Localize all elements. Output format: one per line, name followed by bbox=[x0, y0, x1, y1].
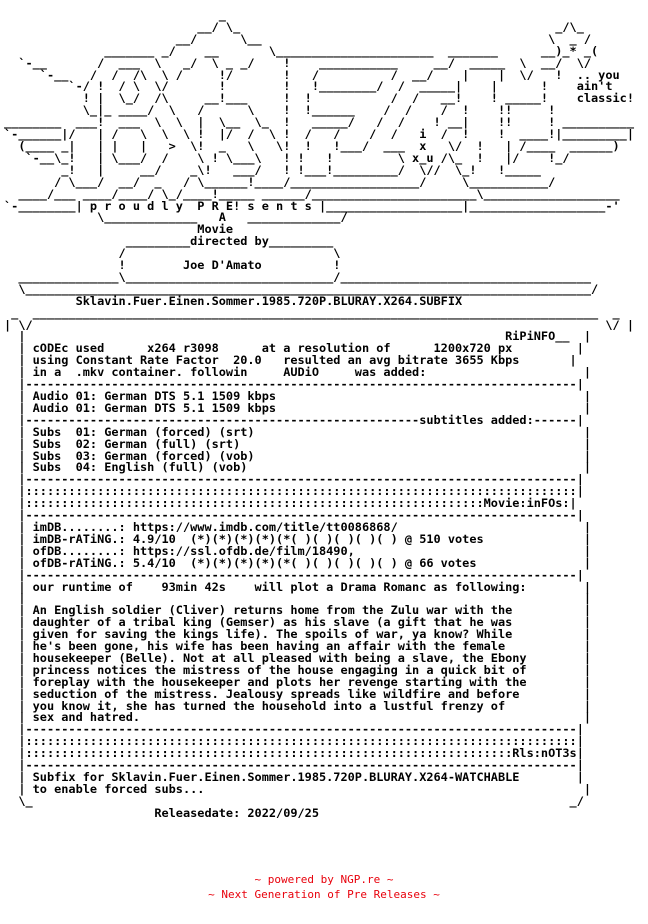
nfo-text-block: _ __/ \_ _/\_ __/ \__ \ _ / _______ _/ __ \______________________ _______ __)_* _( `-__ / ___ \ _/ \ _ _/ ! ___________ __/ _____ \ __/ \/ `-__ / / /\ \ / !/ ! / / __/ | | \/ ! .. you `-/ ! / \ \/ ! ! !________/ / _____| | ! ain't ! | \_/ /\ __!___ ! ! / / __! ! _____! classic! \_|_ ____/ \ / \ ! !______ / / / ! !! ! ________ ___! ___ \ \ | \__ \_ ! _____/ / / ! __| !! ! __________ `-______|/ | / \ \ \ ! |/ / \ ! / / / / i / ! ! ____!|_________| (____ _| | | | > \! _ \ \! ! !___/ ___ x \/ ! | /____ ______) `-__\_! | \___/ / \ ! \___\ ! ! ! \ x_u /\_ ! |/ !_/ _! | __/ _\! ___/ ! !___!_________/ \// \_! !_____ / \___/ __/ _ / \______!____/__________________/ \___________/ ____/___ ____/____/ \_/____!_____ ______/_______________________\___________________ `-________| p r o u d l y P R E! s e n t s |___________________|___________________-' \_____________ A _____________/ Movie _________directed by_________ / \ ! Joe D'Amato ! ______________\_____________________________/___________________________________ \_______________________________________________________________________________/ Sklavin.Fuer.Einen.Sommer.1985.720P.BLURAY.X264.SUBFIX _ _______________________________________________________________________________ _ | \/ \/ | | RiPiNFO__ | | cODEc used x264 r3098 at a resolution of 1200x720 px | | using Constant Rate Factor 20.0 resulted an avg bitrate 3655 Kbps | | in a .mkv container. followin AUDiO was added: | |-----------------------------------------------------------------------------| | Audio 01: German DTS 5.1 1509 kbps | | Audio 01: German DTS 5.1 1509 kbps | |-------------------------------------------------------subtitles added:------| | Subs 01: German (forced) (srt) | | Subs 02: German (full) (srt) | | Subs 03: German (forced) (vob) | | Subs 04: English (full) (vob) | |-----------------------------------------------------------------------------| |:::::::::::::::::::::::::::::::::::::::::::::::::::::::::::::::::::::::::::::| |::::::::::::::::::::::::::::::::::::::::::::::::::::::::::::::::Movie:inFOs:| |-----------------------------------------------------------------------------| | imDB........: https://www.imdb.com/title/tt0086868/ | | imDB-rATiNG.: 4.9/10 (*)(*)(*)(*)(*( )( )( )( )( ) @ 510 votes | | ofDB........: https://ssl.ofdb.de/film/18490, | | ofDB-rATiNG.: 5.4/10 (*)(*)(*)(*)(*( )( )( )( )( ) @ 66 votes | |-----------------------------------------------------------------------------| | our runtime of 93min 42s will plot a Drama Romanc as following: | | | | An English soldier (Cliver) returns home from the Zulu war with the | | daughter of a tribal king (Gemser) as his slave (a gift that he was | | given for saving the kings life). The spoils of war, ya know? While | | he's been gone, his wife has been having an affair with the female | | housekeeper (Belle). Not at all pleased with being a slave, the Ebony | | princess notices the mistress of the house engaging in a quick bit of | | foreplay with the housekeeper and plots her revenge starting with the | | seduction of the mistress. Jealousy spreads like wildfire and before | | you know it, she has turned the household into a lustful frenzy of | | sex and hatred. | |-----------------------------------------------------------------------------| |:::::::::::::::::::::::::::::::::::::::::::::::::::::::::::::::::::::::::::::| |::::::::::::::::::::::::::::::::::::::::::::::::::::::::::::::::::::Rls:nOT3s| |-----------------------------------------------------------------------------| | Subfix for Sklavin.Fuer.Einen.Sommer.1985.720P.BLURAY.X264-WATCHABLE | | to enable forced subs... | \_ _/ Releasedate: 2022/09/25 bbox=[4, 8, 634, 820]
powered-by-line[interactable]: ~ powered by NGP.re ~ bbox=[254, 873, 394, 886]
footer bbox=[0, 872, 648, 902]
tagline-line: ~ Next Generation of Pre Releases ~ bbox=[208, 888, 440, 901]
